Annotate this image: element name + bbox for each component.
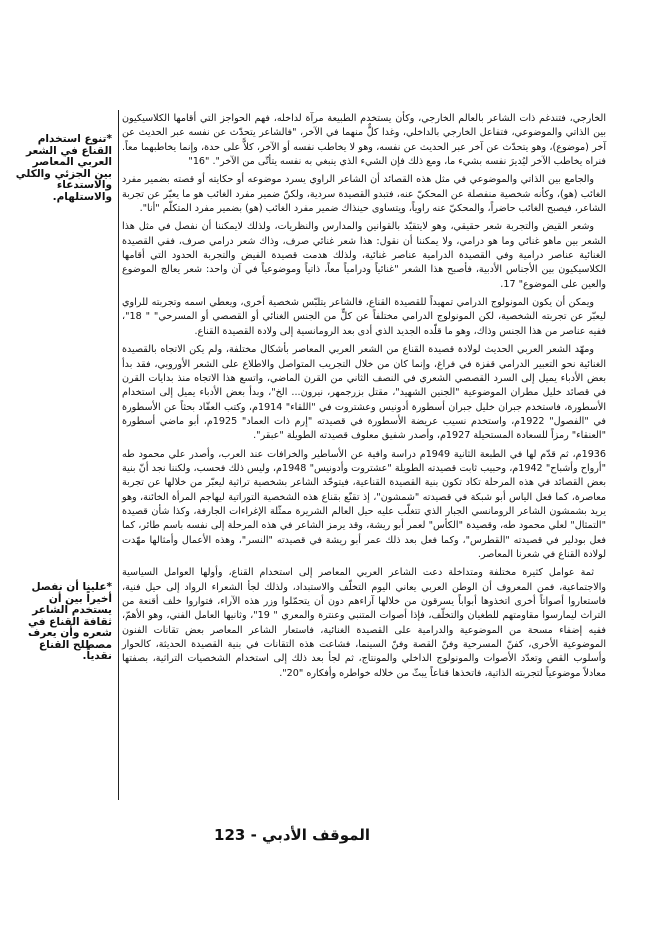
paragraph: ومهّد الشعر العربي الحديث لولادة قصيدة القناع من الشعر العربي المعاصر بأشكال مختلفة، ولم يكن الاتجاه بالقصيدة الغنائية نحو التعبير الدرامي قفزة في فراغ، وإنما كان من خلال التجريب المتواصل والاطلاع على الشعر الأوروبي، فقد بدأ بعض الأدباء يميل إلى السرد القصصي الشعري في النصف الثاني من القرن الماضي، واتسع هذا الاتجاه منذ بدايات القرن في قصائد خليل مطران الموضوعية "الجنين الشهيد"، مقتل بزرجمهر، نيرون... الخ"، وبدأ بعض الأدباء يميل إلى استخدام الأسطورة، فاستخدم جبران خليل جبران أسطورة أدونيس وعشتروت في "اللقاء" 1914م، وكتب العقّاد بحثاً عن الأسطورة في "الفصول" 1922م، واستخدم نسيب عريضة الأسطورة في قصيدته "إرم ذات العماد" 1925م، أبو ماضي أسطورة "العنقاء" رمزاً للسعادة المستحيلة 1927م، وأصدر شفيق معلوف قصيدته الطويلة "عبقر". [122,344,607,442]
column-divider [118,110,119,800]
article-body [122,112,606,685]
paragraph: ثمة عوامل كثيرة مختلفة ومتداخلة دعت الشاعر العربي المعاصر إلى استخدام القناع، وأولها العوامل السياسية والاجتماعية، فمن المعروف أن الوطن العربي يعاني اليوم التخلّف والاستبداد، ولذلك لجأ الشعراء الرواد إلى حيل فنية، فاستعاروا أصواتاً أخرى اتخذوها أبواباً يسرقون من خلالها آراءهم دون أن يتحمّلوا وزر هذه الآراء، فتواروا خلف أقنعة من التراث ليمارسوا مقاومتهم للطغيان والتخلّف، فإذا أصوات المتنبي وعنترة والمعري " 19"، وثانيها العامل الفني، وهو الأهمّ، ففيه إضفاء مسحة من الموضوعية والدرامية على القصيدة الغنائية، فاستعار الشاعر المعاصر بعض تقانات الفنون الموضوعية الأخرى، كفنّ المسرحية وفنّ القصة وفنّ السينما، فشاعت هذه التقانات في بنية القصيدة الحديثة، كالحوار وأسلوب القص وتعدّد الأصوات والمونولوج الداخلي والمونتاج، ثم لجأ بعد ذلك إلى استخدام الشخصيات التراثية، بصفتها معادلاً موضوعياً لتجربته الذاتية، فاتخذها قناعاً يبثّ من خلاله خواطره وأفكاره "20". [122,567,606,679]
page-footer: الموقف الأدبي - 123 [214,826,370,844]
paragraph: 1936م، ثم قدّم لها في الطبعة الثانية 1949م دراسة وافية عن الأساطير والخرافات عند العرب، وأصدر علي محمود طه "أرواح وأشباح" 1942م، وحبيب ثابت قصيدته الطويلة "عشتروت وأدونيس" 1948م، وليس ذلك فحسب، ولكننا نجد أنّ بنية بعض القصائد في هذه المرحلة تكاد تكون بنية القصيدة القناعية، فيتوحّد الشاعر بشخصية تراثية ليعبّر من خلالها عن تجربة معاصرة، كما فعل الياس أبو شبكة في قصيدته "شمشون"، إذ تقنّع بقناع هذه الشخصية التوراتية ليهاجم المرأة الخائنة، وهو يريد بشمشون الشاعر الرومانسي الجبار الذي تتغلّب عليه حيل العالم الشريرة ممثّلة الإغراءات الجارفة، وكذا شأن قصيدة "التمثال" لعلي محمود طه، وقصيدة "الكأس" لعمر أبو ريشة، وقد يرمز الشاعر في هذه المرحلة إلى نفسه باسم طائر، كما فعل بودلير في قصيدته "القطرس"، وكما فعل بعد ذلك عمر أبو ريشة في قصيدته "النسر"، وهذه الأعمال وأمثالها مهّدت لولادة القناع في شعرنا المعاصر. [122,448,607,560]
paragraph: الخارجي، فتندغم ذات الشاعر بالعالم الخارجي، وكأن يستخدم الطبيعة مرآة لداخله، فهم الحواجز التي أقامها الكلاسيكيون بين الذاتي والموضوعي، فتفاعل الخارجي بالداخلي، وغدا كلٌّ منهما في الآخر، "فالشاعر يتحدّث عن نفسه عبر الحديث عن آخر (موضوع)، وهو يتحدّث عن آخر عبر الحديث عن نفسه، وهو لا يخاطب نفسه أو الآخر، كلاًّ على حدة، وإنما يخاطبهما معاً. فنراه يخاطب الآخر ليُديرَ نفسه بشيء ما، ومع ذلك فإن الشيء الذي ينبغي به نفسه يتأتّى من الآخر". "16" [122,113,606,168]
paragraph: وشعر القيض والتجربة شعر حقيقي، وهو لايتقيّد بالقوانين والمدارس والنظريات، ولذلك لايمكننا أن نفصل في مثل هذا الشعر بين ماهو غنائي وما هو درامي، ولا يمكننا أن نقول: هذا شعر غنائي صرف، وذاك شعر درامي صرف، ففي القصيدة الغنائية عناصر درامية وفي القصيدة الدرامية عناصر غنائية، ولذلك هدمت قصيدة الفيض والتجربة الحدود التي أقامها الكلاسيكيون بين الأجناس الأدبية، فأصبح هذا الشعر "غنائياً ودرامياً معاً، ذاتياً وموضوعياً في آن واحد: شعر يعالج الموضوع والعين على الموضوع" 17. [122,221,606,290]
paragraph: والجامع بين الذاتي والموضوعي في مثل هذه القصائد أن الشاعر الراوي يسرد موضوعه أو حكايته أو قصته بضمير مفرد الغائب (هو)، وكأنه شخصية منفصلة عن المحكيّ عنه، فتبدو القصيدة سردية، ولكنّ ضمير مفرد الغائب هو ما يعبّر عن تجربة الشاعر، فيصبح الغائب حاضراً، والمحكيّ عنه راوياً، ويتساوى حينذاك ضمير مفرد الغائب (هو) بضمير مفرد المتكلّم "أنا". [122,174,606,215]
paragraph: ويمكن أن يكون المونولوج الدرامي تمهيداً للقصيدة القناع، فالشاعر يتلبّس شخصية أخرى، ويعطي اسمه وتجربته للراوي ليعبّر عن تجربته الشخصية، لكن المونولوج الدرامي مختلفاً عن كلٍّ من الجنس الغنائي أو القصصي أو المسرحي" " 18"، ففيه عناصر من هذا الجنس وذاك، وهو ما قلّده الجديد الذي أدى بعد الرومانسية إلى ولادة القصيدة القناع. [122,297,606,337]
side-note-mask-types: *تنوع استخدام القناع في الشعر العربي المعاصر بين الجزئي والكلي والاستدعاء والاستلهام. [15,133,112,203]
side-note-mask-distinction: *علينا أن نفصل أخيراً بين أن يستخدم الشاعر ثقافة القناع في شعره وأن يعرف مصطلح القناع نقدياً. [28,581,112,662]
